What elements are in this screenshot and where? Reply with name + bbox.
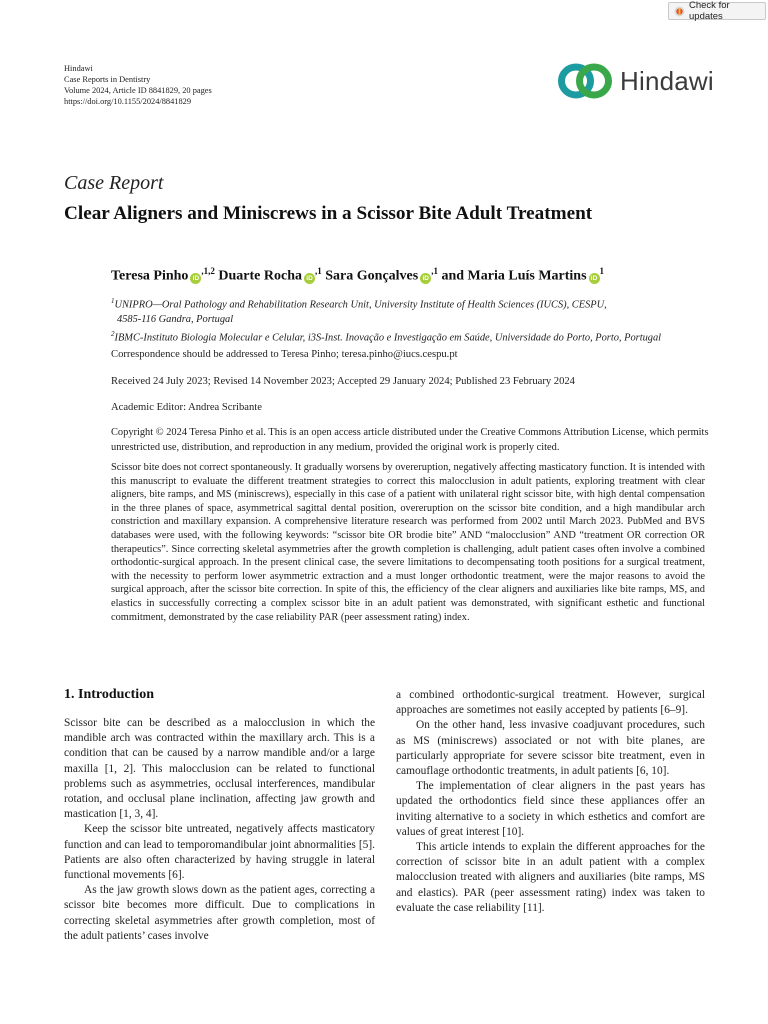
author-list (111, 266, 604, 285)
hindawi-logo (556, 60, 714, 102)
author-affil-sup: ,1 (431, 266, 438, 276)
author-affil-sup: ,1,2 (201, 266, 215, 276)
journal-metadata (64, 63, 212, 107)
affiliation-2 (111, 327, 711, 345)
affiliation-text: IBMC-Instituto Biologia Molecular e Celular, i3S-Inst. Inovação e Investigação em Saúde, Universidade do Porto, Porto, Portugal (114, 332, 662, 344)
section-heading: 1. Introduction (64, 687, 154, 702)
copyright-notice: Copyright © 2024 Teresa Pinho et al. This is an open access article distributed under the Creative Commons Attribution License, which permits unrestricted use, distribution, and reproduction in any medium, provided the original work is properly cited. (111, 427, 709, 453)
affiliations (111, 294, 711, 346)
orcid-icon[interactable]: iD (420, 273, 431, 284)
right-column (396, 688, 705, 916)
affiliation-text: UNIPRO—Oral Pathology and Rehabilitation Research Unit, University Institute of Health Sciences (IUCS), CESPU, (114, 299, 607, 311)
affiliation-1 (111, 294, 711, 312)
academic-editor: Academic Editor: Andrea Scribante (111, 402, 262, 413)
check-for-updates-button[interactable] (668, 2, 766, 20)
author-separator: and (437, 268, 468, 284)
affiliation-number: 1 (111, 297, 115, 305)
doi-link[interactable]: https://doi.org/10.1155/2024/8841829 (64, 97, 192, 106)
hindawi-logo-icon (556, 60, 616, 102)
journal-name: Case Reports in Dentistry (64, 75, 151, 84)
paragraph: This article intends to explain the different approaches for the correction of scissor bite in an adult patient with a complex malocclusion treated with aligners and auxiliaries (bite ramps, MS and elastics). PAR (peer assessment rating) index was taken to evaluate the case reliability [11]. (396, 841, 705, 914)
paragraph: The implementation of clear aligners in the past years has updated the orthodontics field since these appliances offer an inviting alternative to a society in which esthetics and comfort are values of great interest [10]. (396, 780, 705, 838)
volume-info: Volume 2024, Article ID 8841829, 20 pages (64, 86, 212, 95)
check-updates-icon (674, 6, 685, 17)
paragraph: Keep the scissor bite untreated, negatively affects masticatory function and can lead to temporomandibular joint abnormalities [5]. Patients are also often characterized by having struggle in lateral functional movements [6]. (64, 823, 375, 882)
article-title: Clear Aligners and Miniscrews in a Scissor Bite Adult Treatment (64, 203, 593, 224)
hindawi-logo-text: Hindawi (620, 65, 714, 96)
affiliation-1-line2: 4585-116 Gandra, Portugal (117, 314, 234, 326)
article-type: Case Report (64, 172, 164, 194)
orcid-icon[interactable]: iD (190, 273, 201, 284)
publication-dates: Received 24 July 2023; Revised 14 November 2023; Accepted 29 January 2024; Published 23 February 2024 (111, 376, 575, 387)
publisher-name: Hindawi (64, 64, 93, 73)
check-updates-label: Check for updates (689, 0, 730, 22)
author-affil-sup: ,1 (315, 266, 322, 276)
paragraph: Scissor bite can be described as a malocclusion in which the mandible arch was contracted within the maxillary arch. This is a condition that can be caused by a narrow mandible and/or a large maxilla [1, 2]. This malocclusion can be related to functional problems such as asymmetries, occlusal interferences, mandibular rotation, and occlusal plane inclination, affecting jaw growth and mastication [1, 3, 4]. (64, 717, 375, 821)
left-column (64, 716, 375, 944)
paragraph: a combined orthodontic-surgical treatment. However, surgical approaches are sometimes not easily accepted by patients [6–9]. (396, 689, 705, 717)
paragraph: On the other hand, less invasive coadjuvant procedures, such as MS (miniscrews) associated or not with bite planes, are particularly appropriate for severe scissor bite treatment, even in camouflage orthodontic treatments, in adult patients [6, 10]. (396, 719, 705, 778)
author-name: Teresa Pinho (111, 268, 189, 284)
correspondence: Correspondence should be addressed to Teresa Pinho; teresa.pinho@iucs.cespu.pt (111, 349, 458, 360)
author-affil-sup: 1 (599, 266, 605, 276)
author-name: Duarte Rocha (218, 268, 303, 284)
abstract: Scissor bite does not correct spontaneously. It gradually worsens by overeruption, negatively affecting masticatory function. It is intended with this manuscript to evaluate the different treatment strategies to correct this malocclusion in adult patients, exploring treatment with clear aligners, bite ramps, and MS (miniscrews), especially in this case of a patient with unilateral right scissor bite, with high dental compensation in the three planes of space, asymmetrical sagittal dental position, overeruption on the scissor bite condition, and a high mandibular arch constriction and maxillary expansion. A comprehensive literature research was performed from 2002 until March 2023. PubMed and BVS databases were used, with the following keywords: “scissor bite OR brodie bite” AND “malocclusion” AND “treatment OR correction OR therapeutics”. Since correcting skeletal asymmetries after the growth completion is challenging, adult patient cases often involve a combined orthodontic-surgical approach. In the present clinical case, the severe limitations to decompensating tooth positions for a surgical treatment, with the necessity to perform lower asymmetric extraction and a must longer orthodontic treatment, were the major reasons to avoid the surgical approach, after the scissor bite correction. In spite of this, the efficiency of the clear aligners and auxiliaries like bite ramps, MS, and elastics in successfully correcting a complex scissor bite in an adult patient was demonstrated, with significant esthetic and functional commitment, demonstrated by the case reliability PAR (peer assessment rating) index. (111, 462, 705, 623)
author-name: Sara Gonçalves (325, 268, 419, 284)
affiliation-number: 2 (111, 330, 115, 339)
paragraph: As the jaw growth slows down as the patient ages, correcting a scissor bite becomes more difficult. Due to complications in correcting skeletal asymmetries after growth completion, most of the adult patients’ cases involve (64, 884, 375, 942)
orcid-icon[interactable]: iD (589, 273, 600, 284)
author-name: Maria Luís Martins (467, 268, 587, 284)
orcid-icon[interactable]: iD (304, 273, 315, 284)
